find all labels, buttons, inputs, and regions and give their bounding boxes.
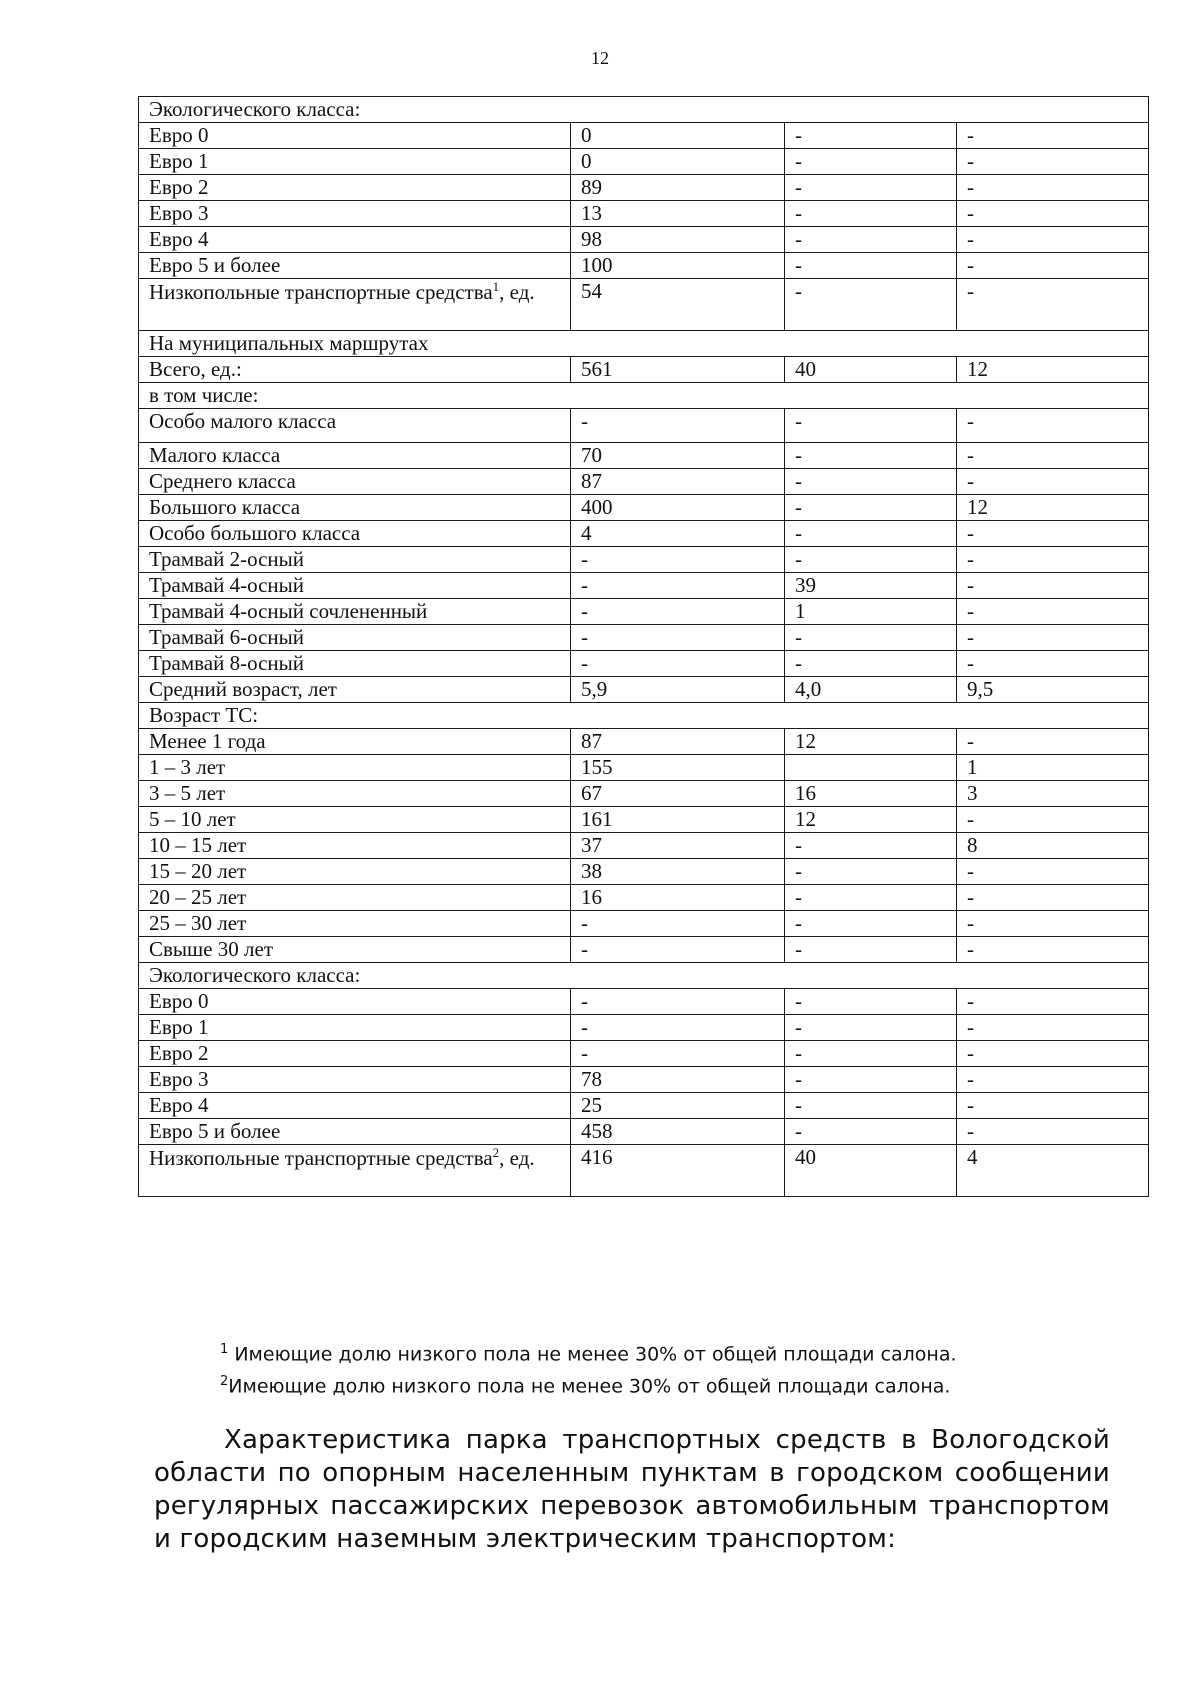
value-cell-2: -	[785, 495, 957, 521]
value-cell-3: -	[957, 1067, 1149, 1093]
row-label: Евро 3	[139, 201, 571, 227]
row-label: Свыше 30 лет	[139, 937, 571, 963]
table-row	[139, 677, 1149, 703]
row-label: 20 – 25 лет	[139, 885, 571, 911]
value-cell-1: 4	[571, 521, 785, 547]
row-label: Евро 2	[139, 1041, 571, 1067]
table-body	[139, 97, 1149, 1197]
value-cell-1: 67	[571, 781, 785, 807]
section-row	[139, 963, 1149, 989]
value-cell-1: 0	[571, 123, 785, 149]
value-cell-1: -	[571, 547, 785, 573]
value-cell-2: 40	[785, 357, 957, 383]
value-cell-1: 98	[571, 227, 785, 253]
value-cell-3: -	[957, 1041, 1149, 1067]
section-row	[139, 97, 1149, 123]
value-cell-3: -	[957, 443, 1149, 469]
row-label: Евро 1	[139, 149, 571, 175]
value-cell-2: -	[785, 859, 957, 885]
value-cell-1: -	[571, 651, 785, 677]
value-cell-2: 1	[785, 599, 957, 625]
section-label: в том числе:	[139, 383, 1149, 409]
section-label: Возраст ТС:	[139, 703, 1149, 729]
value-cell-2: 4,0	[785, 677, 957, 703]
value-cell-2: -	[785, 911, 957, 937]
value-cell-3: -	[957, 651, 1149, 677]
table-row	[139, 1119, 1149, 1145]
body-paragraph	[154, 1424, 1110, 1556]
value-cell-1: 16	[571, 885, 785, 911]
value-cell-1: 400	[571, 495, 785, 521]
value-cell-1: 38	[571, 859, 785, 885]
row-label: 10 – 15 лет	[139, 833, 571, 859]
value-cell-2: -	[785, 469, 957, 495]
value-cell-2: -	[785, 201, 957, 227]
value-cell-2: -	[785, 1041, 957, 1067]
value-cell-1: -	[571, 911, 785, 937]
value-cell-1: 155	[571, 755, 785, 781]
value-cell-3: -	[957, 1119, 1149, 1145]
value-cell-2: -	[785, 937, 957, 963]
page-number: 12	[591, 48, 609, 68]
value-cell-3: -	[957, 599, 1149, 625]
value-cell-3: -	[957, 573, 1149, 599]
table-row	[139, 989, 1149, 1015]
row-label: Евро 4	[139, 1093, 571, 1119]
table-row	[139, 937, 1149, 963]
table-row	[139, 729, 1149, 755]
value-cell-3: -	[957, 937, 1149, 963]
value-cell-2: -	[785, 1067, 957, 1093]
table-row	[139, 123, 1149, 149]
table-row	[139, 651, 1149, 677]
table-row	[139, 469, 1149, 495]
value-cell-3: 12	[957, 495, 1149, 521]
row-label: Евро 1	[139, 1015, 571, 1041]
value-cell-2: -	[785, 253, 957, 279]
value-cell-3: 1	[957, 755, 1149, 781]
value-cell-1: -	[571, 573, 785, 599]
value-cell-3: -	[957, 123, 1149, 149]
value-cell-1: -	[571, 1015, 785, 1041]
value-cell-2: -	[785, 1119, 957, 1145]
value-cell-1: 416	[571, 1145, 785, 1197]
value-cell-2: -	[785, 1093, 957, 1119]
value-cell-2: -	[785, 149, 957, 175]
row-label: Среднего класса	[139, 469, 571, 495]
value-cell-1: 458	[571, 1119, 785, 1145]
transport-fleet-table	[138, 96, 1149, 1197]
section-label: На муниципальных маршрутах	[139, 331, 1149, 357]
value-cell-2: -	[785, 443, 957, 469]
value-cell-3: -	[957, 911, 1149, 937]
table-row	[139, 781, 1149, 807]
value-cell-3: -	[957, 521, 1149, 547]
row-label: Евро 5 и более	[139, 1119, 571, 1145]
value-cell-1: 87	[571, 729, 785, 755]
row-label: Большого класса	[139, 495, 571, 521]
row-label: Евро 0	[139, 123, 571, 149]
footnotes	[220, 1336, 957, 1401]
row-label: Особо малого класса	[139, 409, 571, 443]
value-cell-2: -	[785, 885, 957, 911]
value-cell-3: -	[957, 469, 1149, 495]
value-cell-1: 78	[571, 1067, 785, 1093]
row-label: Средний возраст, лет	[139, 677, 571, 703]
value-cell-3: -	[957, 201, 1149, 227]
table-row	[139, 1145, 1149, 1197]
row-label: Евро 2	[139, 175, 571, 201]
paragraph-text: Характеристика парка транспортных средств в Вологодской области по опорным населенным пунктам в городском сообщении регулярных пассажирских перевозок автомобильным транспортом и городским наземным электрическим транспортом:	[154, 1425, 1110, 1554]
value-cell-3: -	[957, 149, 1149, 175]
table-row	[139, 547, 1149, 573]
value-cell-2: 12	[785, 807, 957, 833]
value-cell-3: 9,5	[957, 677, 1149, 703]
value-cell-3: 12	[957, 357, 1149, 383]
row-label: Евро 3	[139, 1067, 571, 1093]
table-row	[139, 1067, 1149, 1093]
row-label: Трамвай 4-осный сочлененный	[139, 599, 571, 625]
row-label: Всего, ед.:	[139, 357, 571, 383]
value-cell-1: 5,9	[571, 677, 785, 703]
table-row	[139, 625, 1149, 651]
value-cell-3: 4	[957, 1145, 1149, 1197]
table-row	[139, 1093, 1149, 1119]
value-cell-1: 37	[571, 833, 785, 859]
table-row	[139, 149, 1149, 175]
section-row	[139, 331, 1149, 357]
table-row	[139, 175, 1149, 201]
value-cell-3: 8	[957, 833, 1149, 859]
row-label: 1 – 3 лет	[139, 755, 571, 781]
value-cell-3: -	[957, 547, 1149, 573]
value-cell-1: 87	[571, 469, 785, 495]
value-cell-3: -	[957, 1015, 1149, 1041]
value-cell-2	[785, 755, 957, 781]
row-label: Трамвай 8-осный	[139, 651, 571, 677]
footnote-mark: 2	[492, 1145, 500, 1160]
value-cell-3: -	[957, 279, 1149, 331]
value-cell-2: 12	[785, 729, 957, 755]
value-cell-2: -	[785, 227, 957, 253]
value-cell-3: -	[957, 625, 1149, 651]
value-cell-1: 0	[571, 149, 785, 175]
value-cell-2: -	[785, 123, 957, 149]
value-cell-3: -	[957, 1093, 1149, 1119]
value-cell-2: 40	[785, 1145, 957, 1197]
value-cell-1: 54	[571, 279, 785, 331]
row-label: Низкопольные транспортные средства$^1$, ед.	[139, 279, 571, 331]
value-cell-1: 161	[571, 807, 785, 833]
value-cell-2: -	[785, 175, 957, 201]
value-cell-3: 3	[957, 781, 1149, 807]
value-cell-2: -	[785, 409, 957, 443]
row-label: Трамвай 6-осный	[139, 625, 571, 651]
table-row	[139, 409, 1149, 443]
footnote-mark: 1	[492, 279, 500, 294]
value-cell-3: -	[957, 175, 1149, 201]
value-cell-2: -	[785, 547, 957, 573]
value-cell-3: -	[957, 729, 1149, 755]
row-label: Трамвай 2-осный	[139, 547, 571, 573]
row-label: Евро 4	[139, 227, 571, 253]
table-row	[139, 1041, 1149, 1067]
table-row	[139, 521, 1149, 547]
value-cell-3: -	[957, 227, 1149, 253]
value-cell-2: 16	[785, 781, 957, 807]
value-cell-3: -	[957, 885, 1149, 911]
value-cell-1: -	[571, 937, 785, 963]
row-label: 15 – 20 лет	[139, 859, 571, 885]
value-cell-3: -	[957, 859, 1149, 885]
row-label: Трамвай 4-осный	[139, 573, 571, 599]
value-cell-1: 89	[571, 175, 785, 201]
table-row	[139, 357, 1149, 383]
row-label: Евро 5 и более	[139, 253, 571, 279]
section-label: Экологического класса:	[139, 97, 1149, 123]
table-row	[139, 885, 1149, 911]
value-cell-1: 25	[571, 1093, 785, 1119]
value-cell-3: -	[957, 807, 1149, 833]
value-cell-2: -	[785, 279, 957, 331]
value-cell-2: 39	[785, 573, 957, 599]
section-row	[139, 383, 1149, 409]
table-row	[139, 833, 1149, 859]
table-row	[139, 201, 1149, 227]
value-cell-3: -	[957, 253, 1149, 279]
row-label: 3 – 5 лет	[139, 781, 571, 807]
table-row	[139, 599, 1149, 625]
footnote-1: $^1$ Имеющие долю низкого пола не менее 30% от общей площади салона.	[220, 1342, 957, 1366]
section-row	[139, 703, 1149, 729]
table-row	[139, 1015, 1149, 1041]
row-label: 25 – 30 лет	[139, 911, 571, 937]
value-cell-2: -	[785, 1015, 957, 1041]
value-cell-1: -	[571, 625, 785, 651]
value-cell-2: -	[785, 651, 957, 677]
row-label: Малого класса	[139, 443, 571, 469]
table-row	[139, 253, 1149, 279]
footnote-2: $^2$Имеющие долю низкого пола не менее 30% от общей площади салона.	[220, 1374, 951, 1398]
value-cell-1: -	[571, 599, 785, 625]
value-cell-1: -	[571, 409, 785, 443]
table-row	[139, 911, 1149, 937]
table-row	[139, 755, 1149, 781]
value-cell-1: -	[571, 989, 785, 1015]
value-cell-1: 100	[571, 253, 785, 279]
value-cell-2: -	[785, 521, 957, 547]
value-cell-2: -	[785, 833, 957, 859]
value-cell-3: -	[957, 989, 1149, 1015]
value-cell-1: 70	[571, 443, 785, 469]
table-row	[139, 227, 1149, 253]
value-cell-1: -	[571, 1041, 785, 1067]
value-cell-2: -	[785, 989, 957, 1015]
row-label: Особо большого класса	[139, 521, 571, 547]
table-row	[139, 573, 1149, 599]
row-label: Евро 0	[139, 989, 571, 1015]
value-cell-2: -	[785, 625, 957, 651]
row-label: Менее 1 года	[139, 729, 571, 755]
value-cell-3: -	[957, 409, 1149, 443]
row-label: Низкопольные транспортные средства$^2$, ед.	[139, 1145, 571, 1197]
section-label: Экологического класса:	[139, 963, 1149, 989]
table-row	[139, 807, 1149, 833]
table-row	[139, 443, 1149, 469]
table-row	[139, 495, 1149, 521]
table-row	[139, 859, 1149, 885]
table-row	[139, 279, 1149, 331]
row-label: 5 – 10 лет	[139, 807, 571, 833]
value-cell-1: 13	[571, 201, 785, 227]
value-cell-1: 561	[571, 357, 785, 383]
